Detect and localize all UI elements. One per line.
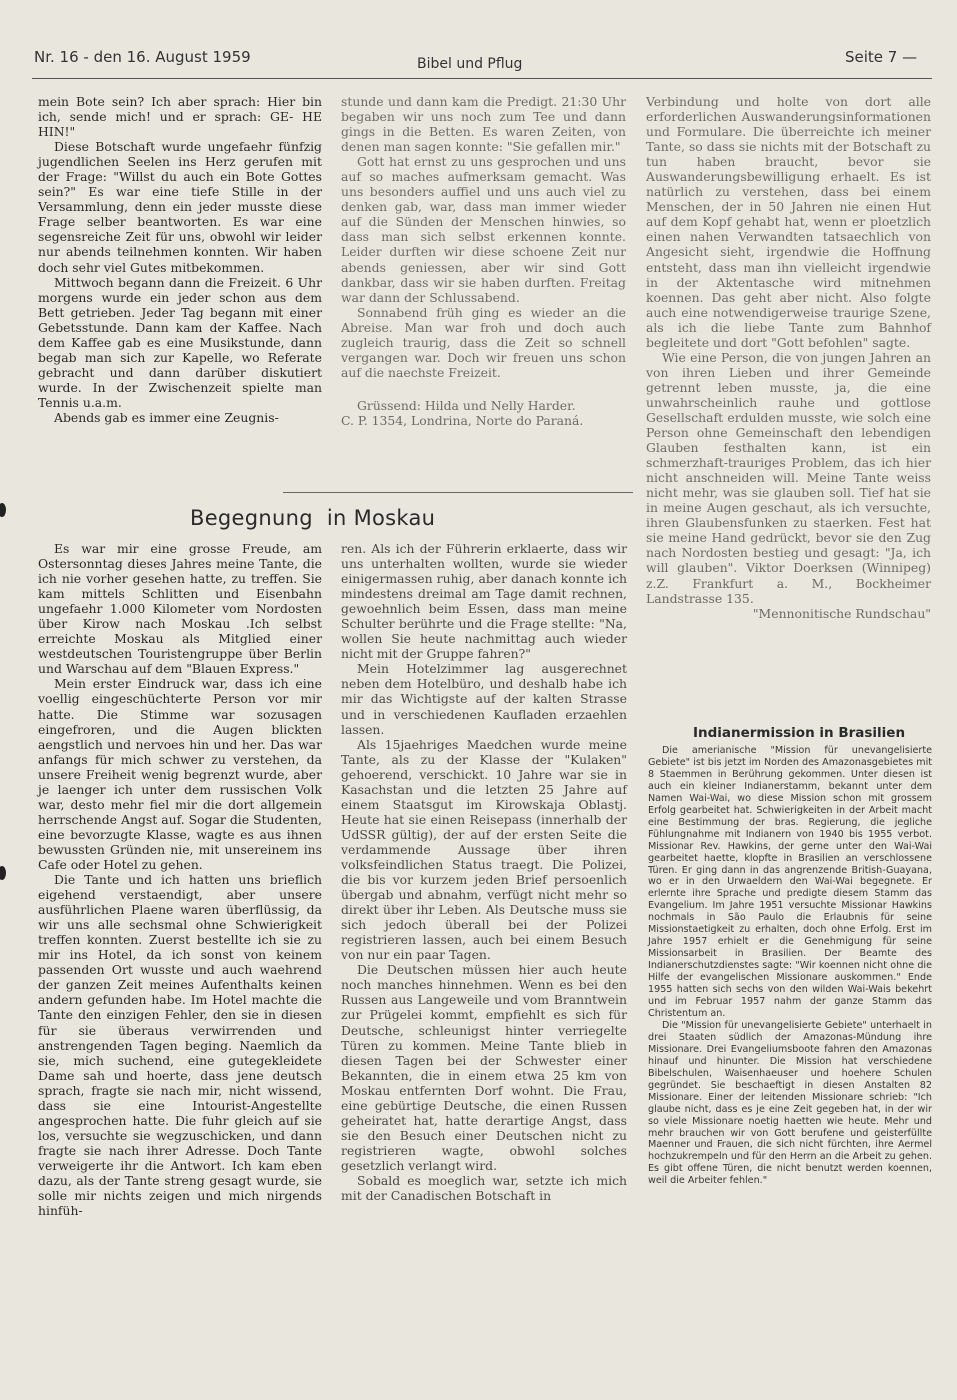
paragraph: mein Bote sein? Ich aber sprach: Hier bin ich, sende mich! und er sprach: GE- HE HIN!": [38, 94, 322, 140]
mission-column: [648, 745, 932, 1187]
issue-date: Nr. 16 - den 16. August 1959: [34, 48, 251, 66]
article-headline: [190, 506, 480, 530]
paragraph: Die amerianische "Mission für unevangelisierte Gebiete" ist bis jetzt im Norden des Amazonasgebietes mit 8 Staemmen in Berührung gekommen. Unter diesen ist auch ein kleiner Indianerstamm, bekannt unter dem Namen Wai-Wai, wo diese Mission schon mit grossem Erfolg gearbeitet hat. Schwierigkeiten in der Arbeit macht eine Bestimmung der bras. Regierung, die jegliche Fühlungnahme mit Indianern von 1940 bis 1955 verbot. Missionar Rev. Hawkins, der gerne unter den Wai-Wai gearbeitet haette, klopfte in Brasilien an verschlossene Türen. Er ging dann in das angrenzende British-Guayana, wo er in den Urwaeldern den Wai-Wai begegnete. Er erlernte ihre Sprache und predigte diesem Stamm das Evangelium. Im Jahre 1951 versuchte Missionar Hawkins nochmals in São Paulo die Erlaubnis für seine Missionstaetigkeit zu erhalten, doch ohne Erfolg. Erst im Jahre 1957 erhielt er die Genehmigung für seine Missionsarbeit in Brasilien. Der Beamte des Indianerschutzdienstes sagte: "Wir koennen nicht ohne die Hilfe der evangelischen Missionare auskommen." Ende 1955 hatten sich sechs von den wilden Wai-Wais bekehrt und im Februar 1957 nahm der ganze Stamm das Christentum an.: [648, 745, 932, 1019]
magazine-name: Bibel und Pflug: [417, 56, 523, 72]
page-number: Seite 7 —: [845, 48, 918, 66]
header-rule: [32, 78, 932, 79]
column-1-top: [38, 94, 322, 425]
paragraph: Abends gab es immer eine Zeugnis-: [54, 409, 279, 425]
paragraph: Wie eine Person, die von jungen Jahren an von ihren Lieben und ihrer Gemeinde getrennt leben musste, ja, die eine unwahrscheinlich rauhe und gottlose Gesellschaft erdulden musste, wie solch eine Person ohne Gemeinschaft den lebendigen Glauben festhalten kann, ist ein schmerzhaft-trauriges Problem, das ich hier nicht anschneiden will. Meine Tante weiss nicht mehr, was sie glauben soll. Tief hat sie in meine Augen geschaut, als ich versuchte, ihren Glaubensfunken zu staerken. Fest hat sie meine Hand gedrückt, bevor sie den Zug nach Nordosten bestieg und gesagt: "Ja, ich will glauben". Viktor Doerksen (Winnipeg) z.Z. Frankfurt a. M., Bockheimer Landstrasse 135.: [646, 349, 931, 606]
paragraph: Die Tante und ich hatten uns brieflich eigehend verstaendigt, aber unsere ausführlichen Plaene waren überflüssig, da wir uns alle sechsmal ohne Schwierigkeit treffen konnten. Zuerst bestellte ich sie zu mir ins Hotel, da ich sonst von keinem passenden Ort wusste und auch waehrend der ganzen Zeit meines Aufenthalts keinen andern gefunden habe. Im Hotel machte die Tante den einzigen Fehler, den sie in diesen für sie überaus verwirrenden und anstrengenden Tagen beging. Naemlich da sie, mich suchend, eine gutegekleidete Dame sah und hoerte, dass jene deutsch sprach, fragte sie nach mir, nicht wissend, dass sie eine Intourist-Angestellte angesprochen hatte. Die fuhr gleich auf sie los, versuchte sie wegzuschicken, und dann fragte sie nach ihrer Adresse. Doch Tante verweigerte ihr die Antwort. Ich kam eben dazu, als der Tante streng gesagt wurde, sie solle mir nichts zeigen und mich nirgends hinfüh-: [38, 872, 322, 1219]
article-column-1: [38, 541, 322, 1218]
paragraph: Die "Mission für unevangelisierte Gebiete" unterhaelt in drei Staaten südlich der Amazonas-Mündung ihre Missionare. Drei Evangeliumsboote fahren den Amazonas hinauf und hinunter. Die Mission hat verschiedene Bibelschulen, Waisenhaeuser und hoehere Schulen gegründet. Sie beschaeftigt in diesen Anstalten 82 Missionare. Einer der leitenden Missionare schrieb: "Ich glaube nicht, dass es je eine Zeit gegeben hat, in der wir so viele Missionare noetig haetten wie heute. Mehr und mehr brauchen wir von Gott berufene und geisterfüllte Maenner und Frauen, die sich nicht fürchten, ihre Aermel hochzukrempeln und für den Herrn an die Arbeit zu gehen. Es gibt offene Türen, die nicht benutzt werden koennen, weil die Arbeiter fehlen.": [648, 1019, 932, 1187]
headline-word-1: Begegnung: [190, 506, 313, 530]
binding-hole: [0, 503, 6, 517]
headline-word-2: in Moskau: [326, 506, 436, 530]
signature-line-1: Grüssend: Hilda und Nelly Harder.: [357, 397, 576, 413]
paragraph: Als 15jaehriges Maedchen wurde meine Tante, als zu der Klasse der "Kulaken" gehoerend, verschickt. 10 Jahre war sie in Kasachstan und die letzten 25 Jahre auf einem Staatsgut im Kirowskaja Oblastj. Heute hat sie einen Reisepass (innerhalb der UdSSR gültig), der auf der ersten Seite die verdammende Aussage über ihren volksfeindlichen Status traegt. Die Polizei, die bis vor kurzem jeden Brief persoenlich übergab und abnahm, verfügt nicht mehr so direkt über ihr Leben. Als Deutsche muss sie sich jedoch überall bei der Polizei registrieren lassen, auch bei einem Besuch von nur ein paar Tagen.: [341, 736, 627, 963]
paragraph: Sonnabend früh ging es wieder an die Abreise. Man war froh und doch auch zugleich traurig, dass die Zeit so schnell vergangen war. Doch wir freuen uns schon auf die naechste Freizeit.: [341, 304, 626, 380]
signature-line-2: C. P. 1354, Londrina, Norte do Paraná.: [341, 412, 584, 428]
paragraph: Verbindung und holte von dort alle erforderlichen Auswanderungsinformationen und Formulare. Die überreichte ich meiner Tante, so dass sie nichts mit der Botschaft zu tun haben braucht, bevor sie Auswanderungsbewilligung erhaelt. Es ist natürlich zu verstehen, dass bei einem Menschen, der in 50 Jahren nie einen Hut auf dem Kopf gehabt hat, wenn er ploetzlich einen nahen Verwandten tatsaechlich von Angesicht sieht, irgendwie die Hoffnung entsteht, dass man ihn vielleicht irgendwie in der Aktentasche wird mitnehmen koennen. Das geht aber nicht. Also folgte auch eine notwendigerweise traurige Szene, als ich die liebe Tante zum Bahnhof begleitete und dort "Gott befohlen" sagte.: [646, 94, 931, 350]
column-2-top: [341, 94, 626, 428]
paragraph: Mittwoch begann dann die Freizeit. 6 Uhr morgens wurde ein jeder schon aus dem Bett getrieben. Jeder Tag begann mit einer Gebetsstunde. Dann kam der Kaffee. Nach dem Kaffee gab es eine Musikstunde, dann begab man sich zur Kapelle, wo Referate gebracht und dann darüber diskutiert wurde. In der Zwischenzeit spielte man Tennis u.a.m.: [38, 274, 322, 410]
paragraph: Die Deutschen müssen hier auch heute noch manches hinnehmen. Wenn es bei den Russen aus Langeweile und vom Branntwein zur Prügelei kommt, empfiehlt es sich für Deutsche, schleunigst hinter verriegelte Türen zu kommen. Meine Tante blieb in diesen Tagen bei der Schwester einer Bekannten, die in einem etwa 25 km von Moskau entfernten Dorf wohnt. Die Frau, eine gebürtige Deutsche, die einen Russen geheiratet hat, hatte derartige Angst, dass sie den Besuch einer Deutschen nicht zu registrieren wagte, obwohl solches gesetzlich verlangt wird.: [341, 962, 627, 1173]
binding-hole: [0, 866, 6, 880]
paragraph: ren. Als ich der Führerin erklaerte, dass wir uns unterhalten wollten, wurde sie wieder einigermassen ruhig, aber danach konnte ich mindestens dreimal am Tage damit rechnen, gewoehnlich beim Essen, dass man meine Schulter berührte und die Frage stellte: "Na, wollen Sie heute nachmittag auch wieder nicht mit der Gruppe fahren?": [341, 541, 627, 662]
column-3-top: [646, 94, 931, 621]
paragraph: stunde und dann kam die Predigt. 21:30 Uhr begaben wir uns noch zum Tee und dann gings in die Betten. Es waren Zeiten, von denen man sagen konnte: "Sie gefallen mir.": [341, 94, 626, 155]
paragraph: Es war mir eine grosse Freude, am Ostersonntag dieses Jahres meine Tante, die ich nie vorher gesehen hatte, zu treffen. Sie kam mittels Schlitten und Eisenbahn ungefaehr 1.000 Kilometer vom Nordosten über Kirow nach Moskau .Ich selbst erreichte Moskau als Mitglied einer westdeutschen Touristengruppe über Berlin und Warschau auf dem "Blauen Express.": [38, 541, 322, 677]
section-rule: [283, 492, 633, 493]
paragraph: Mein Hotelzimmer lag ausgerechnet neben dem Hotelbüro, und deshalb habe ich mir das Wichtigste auf der kalten Strasse und in verschiedenen Kaufladen erzaehlen lassen.: [341, 661, 627, 737]
source-credit: "Mennonitische Rundschau": [752, 605, 931, 621]
article-column-2: [341, 541, 627, 1203]
paragraph: Sobald es moeglich war, setzte ich mich mit der Canadischen Botschaft in: [341, 1172, 627, 1204]
paragraph: Diese Botschaft wurde ungefaehr fünfzig jugendlichen Seelen ins Herz gerufen mit der Frage: "Willst du auch ein Bote Gottes sein?" Es war eine tiefe Stille in der Versammlung, denn ein jeder musste diese Frage selber beantworten. Es war eine segensreiche Zeit für uns, obwohl wir leider nur abends teilnehmen konnten. Wir haben doch sehr viel Gutes mitbekommen.: [38, 139, 322, 275]
paragraph: Mein erster Eindruck war, dass ich eine voellig eingeschüchterte Person vor mir hatte. Die Stimme war sozusagen eingefroren, und die Augen blickten aengstlich und nervoes hin und her. Das war anfangs für mich schwer zu verstehen, da unsere Freiheit wenig begrenzt wurde, aber je laenger ich unter dem russischen Volk war, desto mehr fiel mir die dort allgemein herrschende Angst auf. Sogar die Studenten, eine bevorzugte Klasse, wagte es aus ihnen bewussten Gründen nie, mit unsereinem ins Cafe oder Hotel zu gehen.: [38, 676, 322, 872]
paragraph: Gott hat ernst zu uns gesprochen und uns auf so maches aufmerksam gemacht. Was uns besonders auffiel und uns auch viel zu denken gab, war, dass man immer wieder auf die Sünden der Menschen hinwies, so dass man sich selbst erkennen konnte. Leider durften wir diese schoene Zeit nur abends geniessen, aber wir sind Gott dankbar, dass wir sie haben durften. Freitag war dann der Schlussabend.: [341, 154, 626, 305]
mission-headline: Indianermission in Brasilien: [692, 725, 906, 741]
